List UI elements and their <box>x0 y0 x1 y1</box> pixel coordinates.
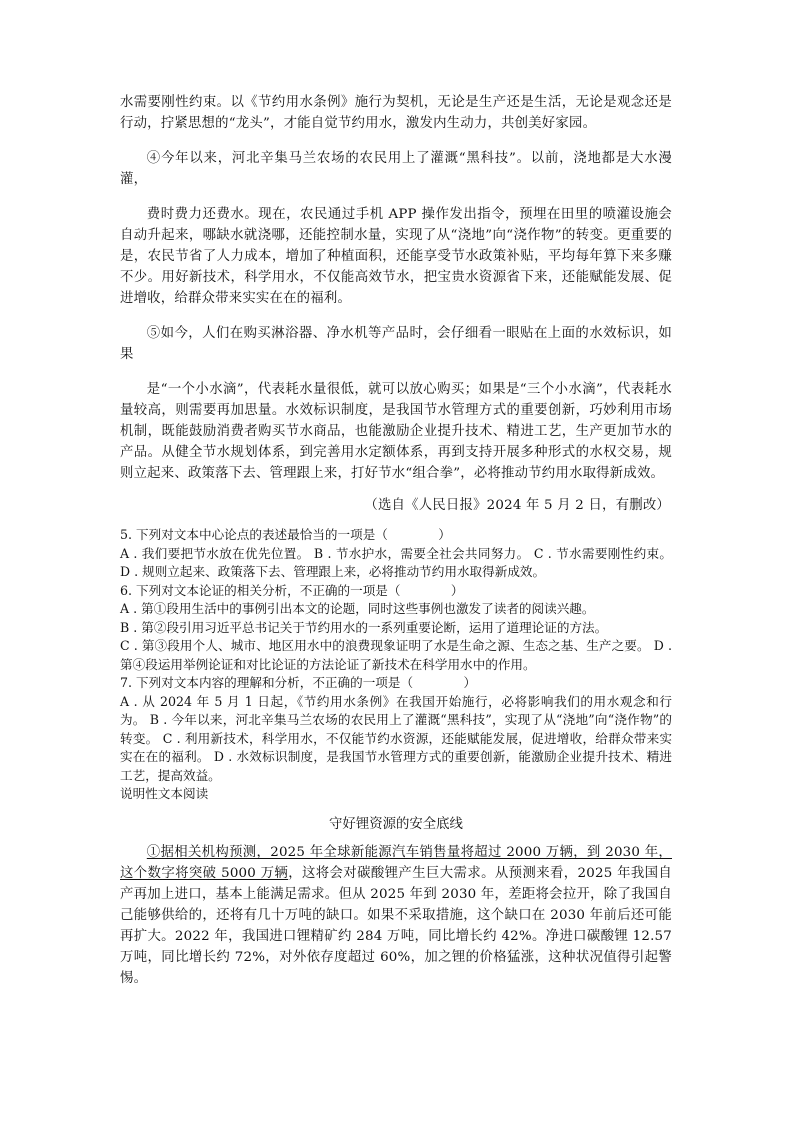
article1-para4-body: 费时费力还费水。现在，农民通过手机 APP 操作发出指令，预埋在田里的喷灌设施会自动升起来，哪缺水就浇哪，还能控制水量，实现了从“浇地”向“浇作物”的转变。更重要的是，农民节省了人力成本，增加了种植面积，还能享受节水政策补贴，平均每年算下来多赚不少。用好新技术，科学用水，不仅能高效节水，把宝贵水资源省下来，还能赋能发展、促进增收，给群众带来实实在在的福利。 <box>120 207 672 306</box>
article2-para1-rest: ，这将会对碳酸锂产生巨大需求。从预测来看，2025 年我国自产再加上进口，基本上能满足需求。但从 2025 年到 2030 年，差距将会拉开，除了我国自己能够供给的，还将有几十万吨的缺口。如果不采取措施，这个缺口在 2030 年前后还可能再扩大。2022 年，我国进口锂精矿约 284 万吨，同比增长约 42%。净进口碳酸锂 12.57 万吨，同比增长约 72%，对外依存度超过 60%，加之锂的价格猛涨，这种状况值得引起警惕。 <box>120 865 672 986</box>
article2-title: 守好锂资源的安全底线 <box>329 816 463 832</box>
document-page <box>120 92 672 989</box>
article2-para1 <box>120 842 672 989</box>
article1-para4-first-line: ④今年以来，河北辛集马兰农场的农民用上了灌溉“黑科技”。以前，浇地都是大水漫灌， <box>120 151 672 187</box>
section-label: 说明性文本阅读 <box>120 786 209 801</box>
question-5-options: A . 我们要把节水放在优先位置。 B . 节水护水，需要全社会共同努力。 C . 节水需要刚性约束。 D . 规则立起来、政策落下去、管理跟上来，必将推动节约用水取得新成效。 <box>120 545 672 579</box>
question-7-options: A . 从 2024 年 5 月 1 日起，《节约用水条例》在我国开始施行，必将影响我们的用水观念和行为。 B . 今年以来，河北辛集马兰农场的农民用上了灌溉“黑科技”，实现了从“浇地”向“浇作物”的转变。 C . 利用新技术，科学用水，不仅能节约水资源，还能赋能发展，促进增收，给群众带来实实在在的福利。 D . 水效标识制度，是我国节水管理方式的重要创新，能激励企业提升技术、精进工艺，提高效益。 <box>120 693 672 783</box>
question-6-option-a: A . 第①段用生活中的事例引出本文的论题，同时这些事例也激发了读者的阅读兴趣。 <box>120 601 595 616</box>
question-block <box>120 526 672 785</box>
question-6-option-b: B . 第②段引用习近平总书记关于节约用水的一系列重要论断，运用了道理论证的方法。 <box>120 619 608 635</box>
article1-para5-body: 是“一个小水滴”，代表耗水量很低，就可以放心购买；如果是“三个小水滴”，代表耗水量较高，则需要再加思量。水效标识制度，是我国节水管理方式的重要创新，巧妙利用市场机制，既能鼓励消费者购买节水商品，也能激励企业提升技术、精进工艺，生产更加节水的产品。从健全节水规划体系，到完善用水定额体系，再到支持开展多种形式的水权交易，规则立起来、政策落下去、管理跟上来，打好节水“组合拳”，必将推动节约用水取得新成效。 <box>120 382 672 481</box>
article2-para1-underlined: ①据相关机构预测，2025 年全球新能源汽车销售量将超过 2000 万辆，到 2030 年，这个数字将突破 5000 万辆 <box>120 844 672 881</box>
question-5-stem: 5. 下列对文本中心论点的表述最恰当的一项是（ ） <box>120 527 451 542</box>
article1-intro-tail: 水需要刚性约束。以《节约用水条例》施行为契机，无论是生产还是生活，无论是观念还是行动，拧紧思想的“龙头”，才能自觉节约用水，激发内生动力，共创美好家园。 <box>120 95 672 131</box>
question-6-stem: 6. 下列对文本论证的相关分析，不正确的一项是（ ） <box>120 582 464 598</box>
article1-para5-first-line: ⑤如今，人们在购买淋浴器、净水机等产品时，会仔细看一眼贴在上面的水效标识，如果 <box>120 326 672 362</box>
article1-source: （选自《人民日报》2024 年 5 月 2 日，有删改） <box>364 498 670 513</box>
question-6-options-cd: C . 第③段用个人、城市、地区用水中的浪费现象证明了水是生命之源、生态之基、生产之要。 D . 第④段运用举例论证和对比论证的方法论证了新技术在科学用水中的作用。 <box>120 638 672 672</box>
question-7-stem: 7. 下列对文本内容的理解和分析，不正确的一项是（ ） <box>120 675 477 690</box>
